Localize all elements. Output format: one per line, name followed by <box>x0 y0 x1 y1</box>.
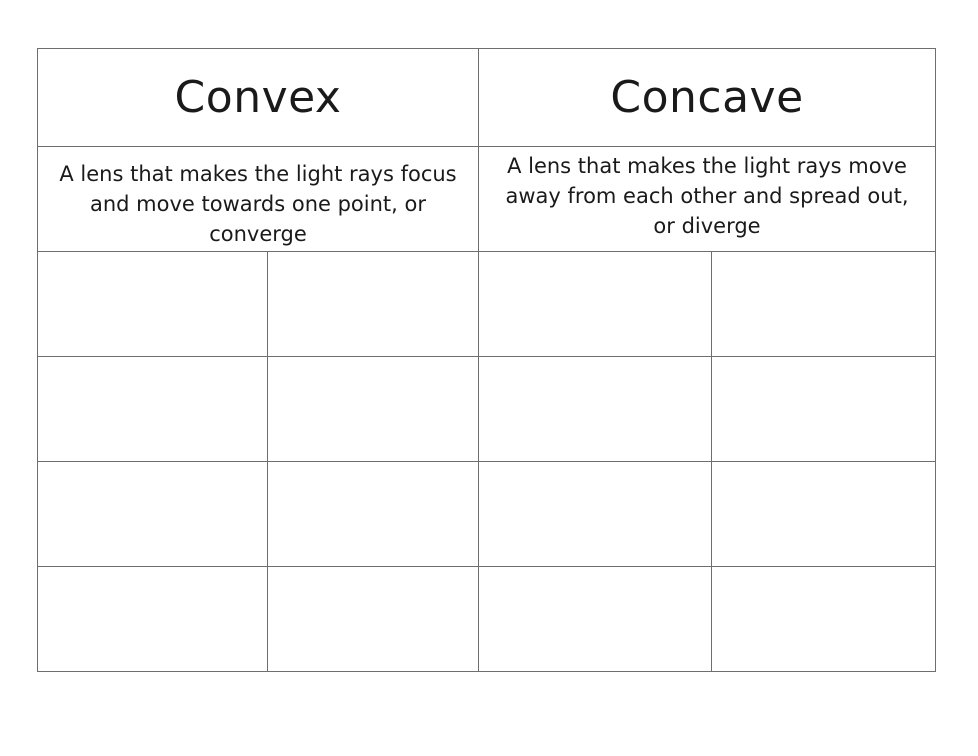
concave-definition: A lens that makes the light rays move away from each other and spread out, or diverge <box>505 154 909 238</box>
convex-definition: A lens that makes the light rays focus and move towards one point, or converge <box>59 162 457 246</box>
blank-cell[interactable] <box>268 567 479 672</box>
blank-cell[interactable] <box>38 357 268 462</box>
blank-cell[interactable] <box>712 462 936 567</box>
convex-definition-cell <box>38 147 479 252</box>
convex-heading: Convex <box>174 71 342 123</box>
lens-sort-table <box>37 48 936 672</box>
blank-cell[interactable] <box>712 357 936 462</box>
blank-cell[interactable] <box>268 462 479 567</box>
blank-cell[interactable] <box>712 252 936 357</box>
blank-cell[interactable] <box>268 357 479 462</box>
blank-cell[interactable] <box>479 252 712 357</box>
blank-cell[interactable] <box>268 252 479 357</box>
header-row <box>38 49 936 147</box>
concave-definition-cell <box>479 147 936 252</box>
blank-row <box>38 567 936 672</box>
blank-cell[interactable] <box>38 567 268 672</box>
convex-header-cell <box>38 49 479 147</box>
concave-header-cell <box>479 49 936 147</box>
blank-cell[interactable] <box>38 252 268 357</box>
blank-cell[interactable] <box>712 567 936 672</box>
definition-row <box>38 147 936 252</box>
blank-cell[interactable] <box>38 462 268 567</box>
blank-cell[interactable] <box>479 462 712 567</box>
blank-cell[interactable] <box>479 567 712 672</box>
concave-heading: Concave <box>610 71 804 123</box>
blank-row <box>38 462 936 567</box>
blank-row <box>38 357 936 462</box>
blank-cell[interactable] <box>479 357 712 462</box>
blank-row <box>38 252 936 357</box>
